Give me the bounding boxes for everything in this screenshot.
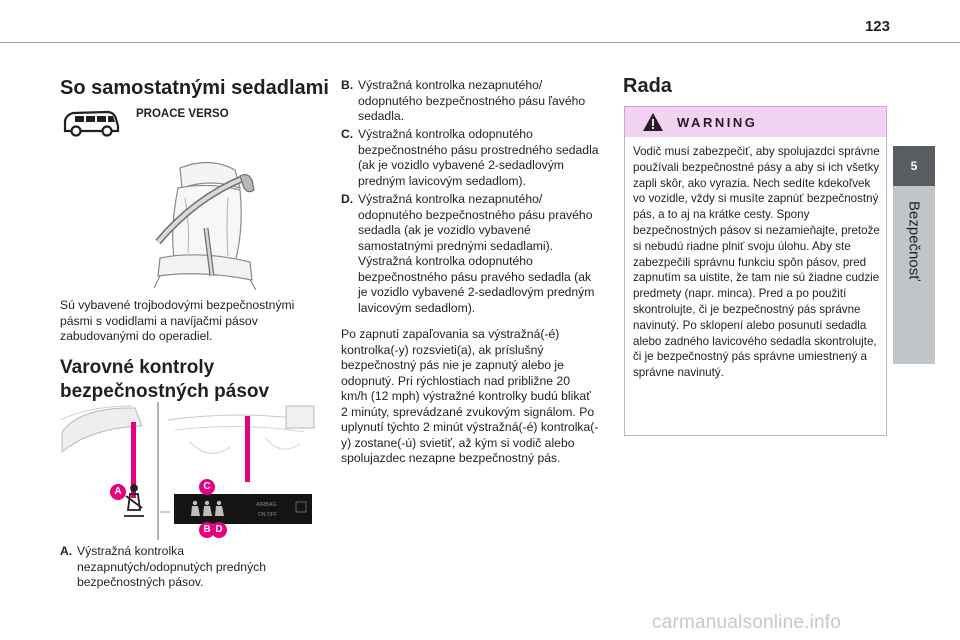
warning-title: WARNING xyxy=(677,115,758,130)
ignition-paragraph: Po zapnutí zapaľovania sa výstražná(-é) kontrolka(-y) rozsvieti(a), ak príslušný bezpečnostný pás nie je zapnutý alebo je odopnutý. Pri rýchlostiach nad približne 20 km/h (12 mph) výstražné kontrolky budú blikať 2 minúty, sprevádzané zvukovým signálom. Po uplynutí týchto 2 minút výstražná(-é) kontrolka(-y) zostane(-ú) svietiť, až kým si vodič alebo spolujazdec nezapne bezpečnostný pás. xyxy=(341,327,599,465)
subsection-title-line2: bezpečnostných pásov xyxy=(60,381,270,402)
chapter-label: Bezpečnosť xyxy=(905,201,923,281)
warning-header xyxy=(625,107,886,137)
section-title: So samostatnými sedadlami xyxy=(60,77,329,99)
list-letter: A. xyxy=(60,544,73,558)
warning-text: Vodič musí zabezpečiť, aby spolujazdci správne používali bezpečnostné pásy a aby si ich všetky zapli skôr, ako vyrazia. Nech sedíte kdekoľvek vo vozidle, vždy si musíte zapnúť bezpečnostný pás, a to aj na krátke cesty. Spony bezpečnostných pásov si nezamieňajte, pretože si nebudú riadne plniť svoju úlohu. Aby ste zabezpečili správnu funkciu spôn pásov, pred zapnutím sa uistite, že tam nie sú žiadne cudzie predmety (napr. minca). Pred a po použití skontrolujte, či je bezpečnostný pás správne navinutý. Po sklopení alebo posunutí sedadla alebo zadného lavicového sedadla skontrolujte, či je bezpečnostný pás správne umiestnený a správne navinutý. xyxy=(633,145,880,380)
van-icon xyxy=(61,109,121,137)
header-divider xyxy=(0,42,960,43)
list-item-b xyxy=(341,78,599,125)
callout-c: C xyxy=(199,479,215,495)
model-label: PROACE VERSO xyxy=(136,108,229,120)
seatbelt-illustration xyxy=(140,158,280,293)
intro-text: Sú vybavené trojbodovými bezpečnostnými pásmi s vodidlami a navíjačmi pásov zabudovanými do operadiel. xyxy=(60,298,295,343)
tip-section-title: Rada xyxy=(623,75,672,97)
list-text: Výstražná kontrolka nezapnutého/ odopnutého bezpečnostného pásu ľavého sedadla. xyxy=(358,78,586,123)
callout-b: B xyxy=(199,522,215,538)
warning-triangle-icon xyxy=(642,112,664,132)
subsection-title-line1: Varovné kontroly xyxy=(60,357,215,378)
list-text: Výstražná kontrolka nezapnutých/odopnutých predných bezpečnostných pásov. xyxy=(77,544,267,589)
figure-panel-text-1: AIRBAG xyxy=(256,502,277,508)
watermark: carmanualsonline.info xyxy=(652,612,842,633)
list-letter: D. xyxy=(341,192,354,206)
list-item-c xyxy=(341,127,599,189)
callout-d: D xyxy=(211,522,227,538)
list-item-d xyxy=(341,192,599,316)
chapter-number: 5 xyxy=(893,146,935,186)
warning-lamps-figure xyxy=(60,402,320,540)
warning-box xyxy=(624,106,887,436)
figure-panel-text-2: ON OFF xyxy=(258,512,277,518)
list-text: Výstražná kontrolka odopnutého bezpečnostného pásu prostredného sedadla (ak je vozidlo vybavené 2-sedadlovým predným lavicovým sedadlom). xyxy=(358,127,599,188)
chapter-label-box xyxy=(893,186,935,364)
chapter-tab[interactable] xyxy=(893,146,935,364)
callout-a: A xyxy=(110,484,126,500)
list-text: Výstražná kontrolka nezapnutého/ odopnutého bezpečnostného pásu pravého sedadla (ak je vozidlo vybavené samostatnými prednými sedadlami). Výstražná kontrolka odopnutého bezpečnostného pásu pravého sedadla (ak je vozidlo vybavené 2-sedadlovým predným lavicovým sedadlom). xyxy=(358,192,595,315)
list-letter: B. xyxy=(341,78,354,92)
page-number: 123 xyxy=(864,18,890,35)
list-letter: C. xyxy=(341,127,354,141)
list-item-a xyxy=(60,544,322,591)
